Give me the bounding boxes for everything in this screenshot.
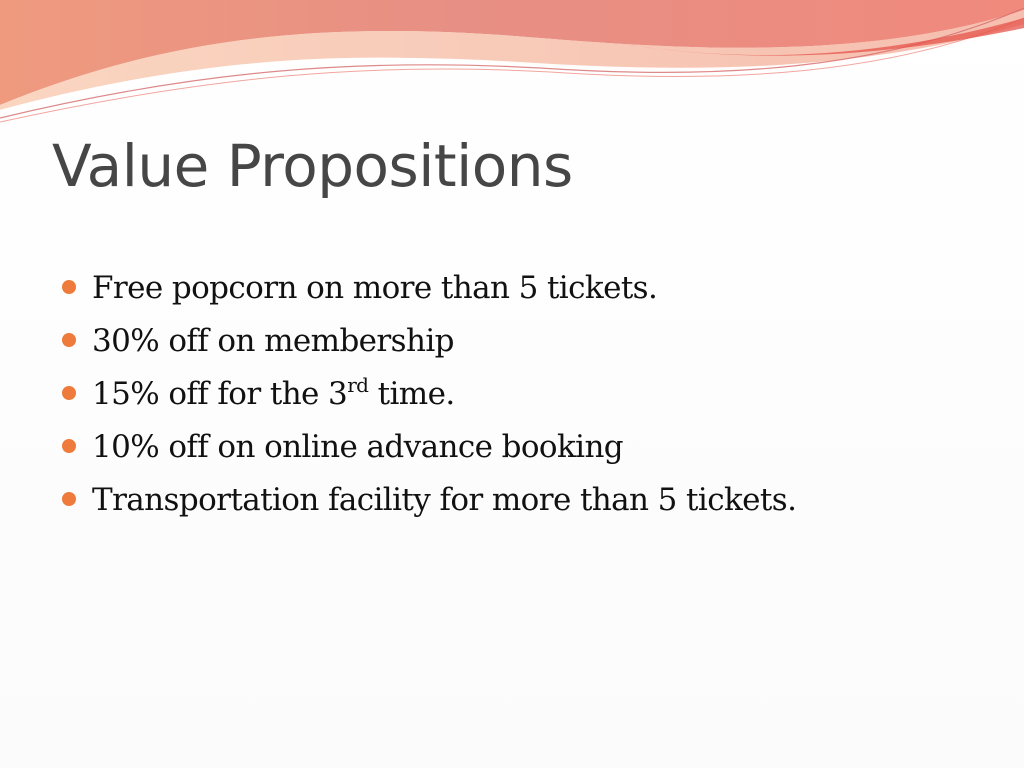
ordinal-superscript: rd [347,373,369,397]
header-wave-decoration [0,0,1024,130]
bullet-dot-icon [62,333,76,347]
bullet-text: 10% off on online advance booking [92,429,624,465]
bullet-dot-icon [62,492,76,506]
bullet-dot-icon [62,280,76,294]
bullet-dot-icon [62,386,76,400]
bullet-dot-icon [62,439,76,453]
bullet-text [92,368,455,424]
page-title: Value Propositions [52,132,573,200]
bullet-text: 30% off on membership [92,323,454,359]
bullet-text-main: 15% off for the 3 [92,376,348,412]
bullet-text: Transportation facility for more than 5 tickets. [92,482,797,518]
bullet-text: Free popcorn on more than 5 tickets. [92,270,658,306]
bullet-text-end: time. [368,376,455,412]
